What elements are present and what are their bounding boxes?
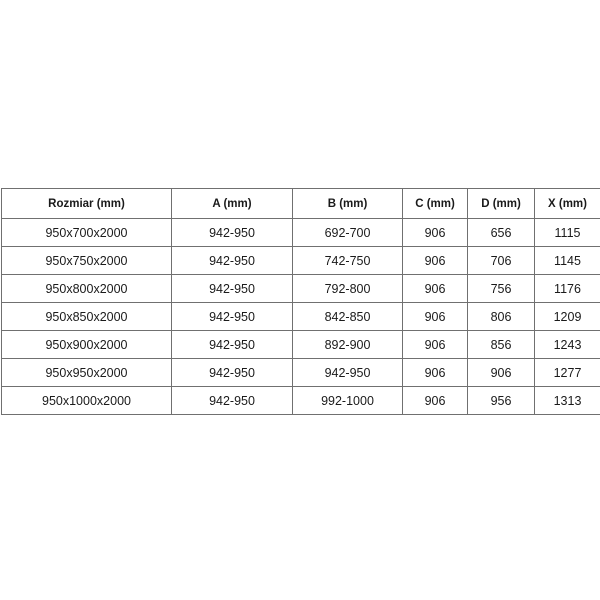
cell-b: 842-850 <box>293 303 403 331</box>
table-row <box>2 247 600 275</box>
cell-size: 950x850x2000 <box>2 303 172 331</box>
cell-c: 906 <box>403 219 468 247</box>
cell-x: 1277 <box>535 359 600 387</box>
cell-c: 906 <box>403 275 468 303</box>
cell-b: 892-900 <box>293 331 403 359</box>
header-b: B (mm) <box>293 189 403 219</box>
table-row <box>2 387 600 415</box>
cell-a: 942-950 <box>172 303 293 331</box>
table-row <box>2 219 600 247</box>
header-c: C (mm) <box>403 189 468 219</box>
cell-d: 756 <box>468 275 535 303</box>
cell-a: 942-950 <box>172 275 293 303</box>
cell-size: 950x800x2000 <box>2 275 172 303</box>
cell-d: 806 <box>468 303 535 331</box>
dimensions-table-container <box>1 188 600 415</box>
cell-size: 950x1000x2000 <box>2 387 172 415</box>
table-row <box>2 275 600 303</box>
cell-d: 706 <box>468 247 535 275</box>
table-row <box>2 359 600 387</box>
table-row <box>2 303 600 331</box>
cell-x: 1243 <box>535 331 600 359</box>
cell-size: 950x700x2000 <box>2 219 172 247</box>
cell-size: 950x950x2000 <box>2 359 172 387</box>
cell-a: 942-950 <box>172 331 293 359</box>
cell-x: 1145 <box>535 247 600 275</box>
cell-d: 856 <box>468 331 535 359</box>
cell-x: 1313 <box>535 387 600 415</box>
header-a: A (mm) <box>172 189 293 219</box>
cell-x: 1176 <box>535 275 600 303</box>
cell-c: 906 <box>403 303 468 331</box>
cell-b: 742-750 <box>293 247 403 275</box>
cell-c: 906 <box>403 387 468 415</box>
cell-b: 792-800 <box>293 275 403 303</box>
header-x: X (mm) <box>535 189 600 219</box>
cell-a: 942-950 <box>172 387 293 415</box>
cell-d: 656 <box>468 219 535 247</box>
cell-c: 906 <box>403 331 468 359</box>
cell-b: 992-1000 <box>293 387 403 415</box>
header-size: Rozmiar (mm) <box>2 189 172 219</box>
cell-size: 950x750x2000 <box>2 247 172 275</box>
cell-x: 1209 <box>535 303 600 331</box>
cell-c: 906 <box>403 359 468 387</box>
header-d: D (mm) <box>468 189 535 219</box>
cell-b: 942-950 <box>293 359 403 387</box>
table-row <box>2 331 600 359</box>
table-header-row <box>2 189 600 219</box>
cell-size: 950x900x2000 <box>2 331 172 359</box>
cell-c: 906 <box>403 247 468 275</box>
cell-a: 942-950 <box>172 359 293 387</box>
cell-a: 942-950 <box>172 219 293 247</box>
cell-d: 906 <box>468 359 535 387</box>
cell-a: 942-950 <box>172 247 293 275</box>
cell-d: 956 <box>468 387 535 415</box>
dimensions-table <box>1 188 600 415</box>
cell-x: 1115 <box>535 219 600 247</box>
cell-b: 692-700 <box>293 219 403 247</box>
